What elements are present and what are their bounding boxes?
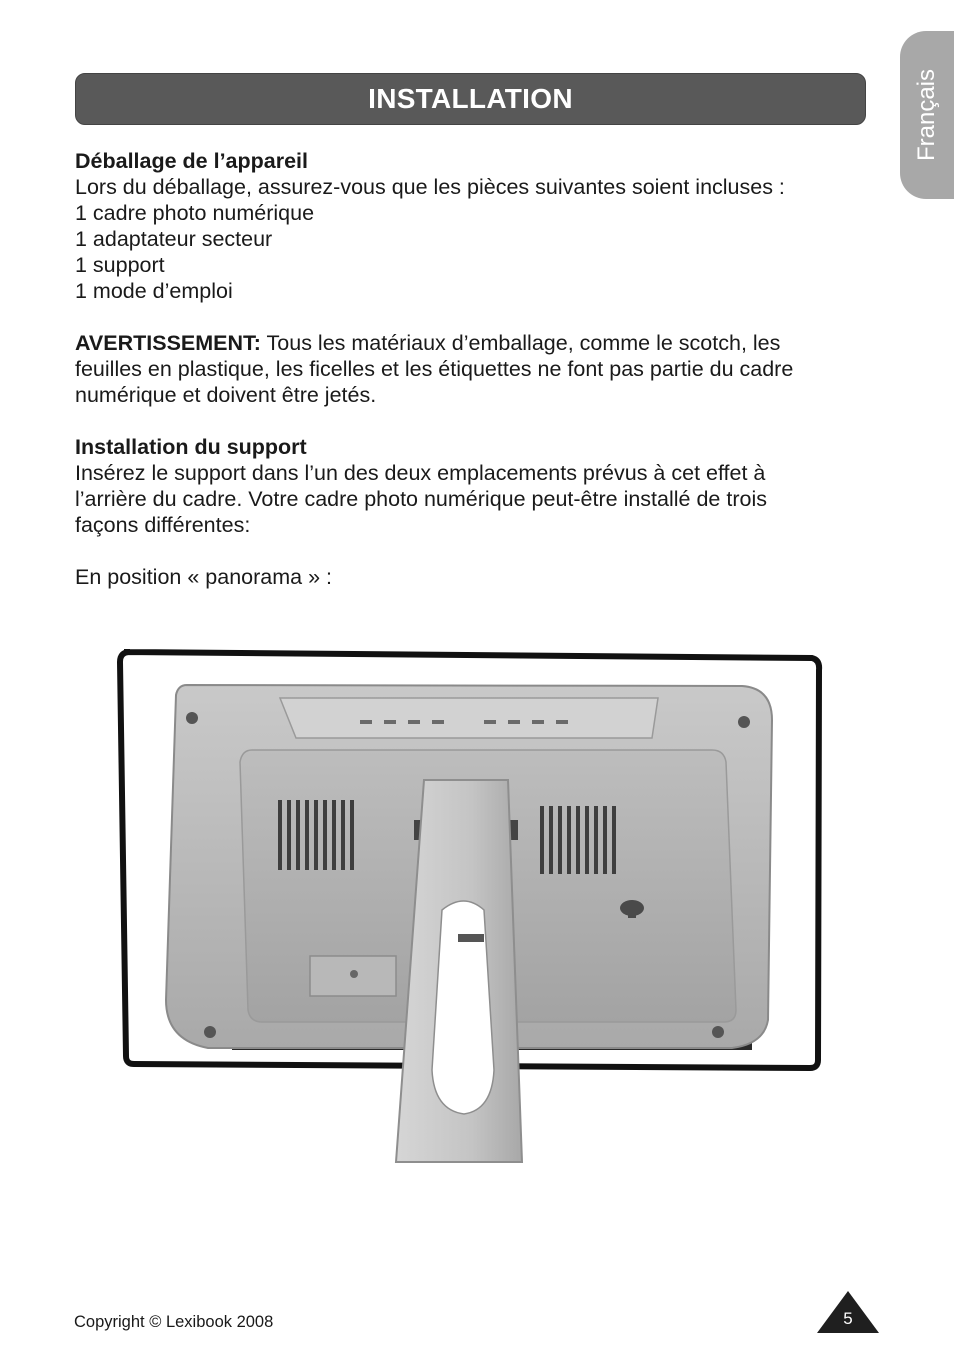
warning-paragraph-line: numérique et doivent être jetés. (75, 383, 377, 407)
stand-paragraph-line: façons différentes: (75, 513, 251, 537)
unpacking-intro: Lors du déballage, assurez-vous que les pièces suivantes soient incluses : (75, 175, 785, 199)
copyright-text: Copyright © Lexibook 2008 (74, 1313, 274, 1331)
photo-frame-back-illustration (112, 640, 826, 1170)
warning-paragraph-line: feuilles en plastique, les ficelles et les étiquettes ne font pas partie du cadre (75, 357, 794, 381)
page-number: 5 (843, 1309, 853, 1328)
page-title: INSTALLATION (368, 83, 573, 114)
unpacking-heading: Déballage de l’appareil (75, 149, 309, 173)
warning-label: AVERTISSEMENT: (75, 331, 261, 355)
panorama-position-label: En position « panorama » : (75, 565, 332, 589)
stand-paragraph-line: Insérez le support dans l’un des deux emplacements prévus à cet effet à (75, 461, 766, 485)
warning-text: Tous les matériaux d’emballage, comme le scotch, les (260, 331, 781, 355)
stand-heading: Installation du support (75, 435, 307, 459)
language-label: Français (913, 68, 940, 162)
language-tab (900, 31, 954, 199)
warning-paragraph-line (75, 330, 780, 356)
list-item: 1 cadre photo numérique (75, 201, 315, 225)
stand-paragraph-line: l’arrière du cadre. Votre cadre photo numérique peut-être installé de trois (75, 487, 767, 511)
list-item: 1 support (75, 253, 165, 277)
section-title-bar (75, 73, 866, 125)
list-item: 1 mode d’emploi (75, 279, 233, 303)
list-item: 1 adaptateur secteur (75, 227, 273, 251)
